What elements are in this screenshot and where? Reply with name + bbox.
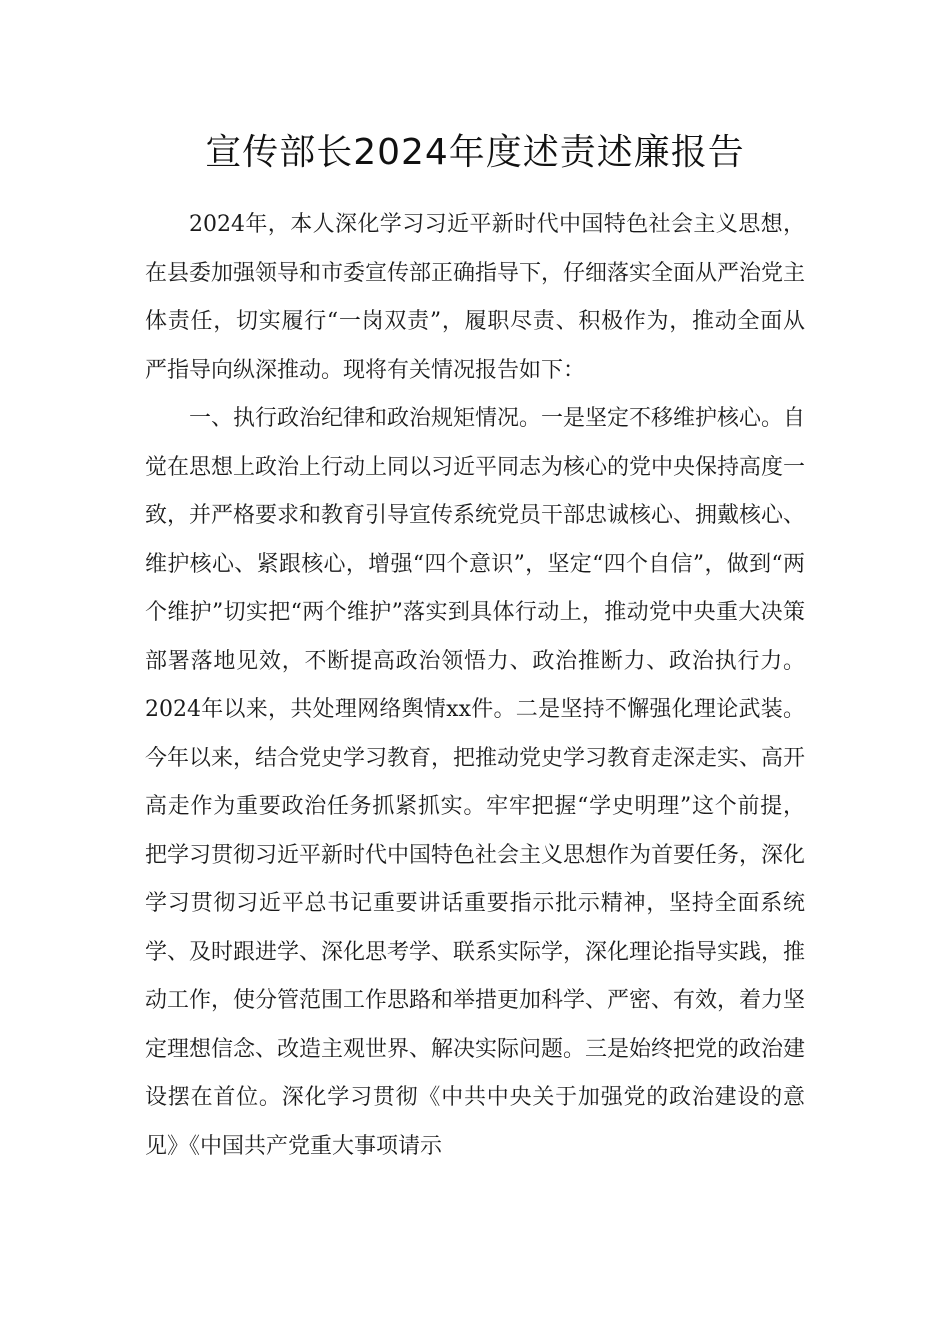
paragraph-intro: 2024年，本人深化学习习近平新时代中国特色社会主义思想，在县委加强领导和市委宣传部正确指导下，仔细落实全面从严治党主体责任，切实履行“一岗双责”，履职尽责、积极作为，推动全面从严指导向纵深推动。现将有关情况报告如下： <box>145 212 806 383</box>
document-body <box>145 201 805 1171</box>
paragraph-section-one: 一、执行政治纪律和政治规矩情况。一是坚定不移维护核心。自觉在思想上政治上行动上同以习近平同志为核心的党中央保持高度一致，并严格要求和教育引导宣传系统党员干部忠诚核心、拥戴核心、维护核心、紧跟核心，增强“四个意识”，坚定“四个自信”，做到“两个维护”切实把“两个维护”落实到具体行动上，推动党中央重大决策部署落地见效，不断提高政治领悟力、政治推断力、政治执行力。2024年以来，共处理网络舆情xx件。二是坚持不懈强化理论武装。今年以来，结合党史学习教育，把推动党史学习教育走深走实、高开高走作为重要政治任务抓紧抓实。牢牢把握“学史明理”这个前提，把学习贯彻习近平新时代中国特色社会主义思想作为首要任务，深化学习贯彻习近平总书记重要讲话重要指示批示精神，坚持全面系统学、及时跟进学、深化思考学、联系实际学，深化理论指导实践，推动工作，使分管范围工作思路和举措更加科学、严密、有效，着力坚定理想信念、改造主观世界、解决实际问题。三是始终把党的政治建设摆在首位。深化学习贯彻《中共中央关于加强党的政治建设的意见》《中国共产党重大事项请示 <box>145 406 806 1159</box>
document-title: 宣传部长2024年度述责述廉报告 <box>205 132 745 173</box>
